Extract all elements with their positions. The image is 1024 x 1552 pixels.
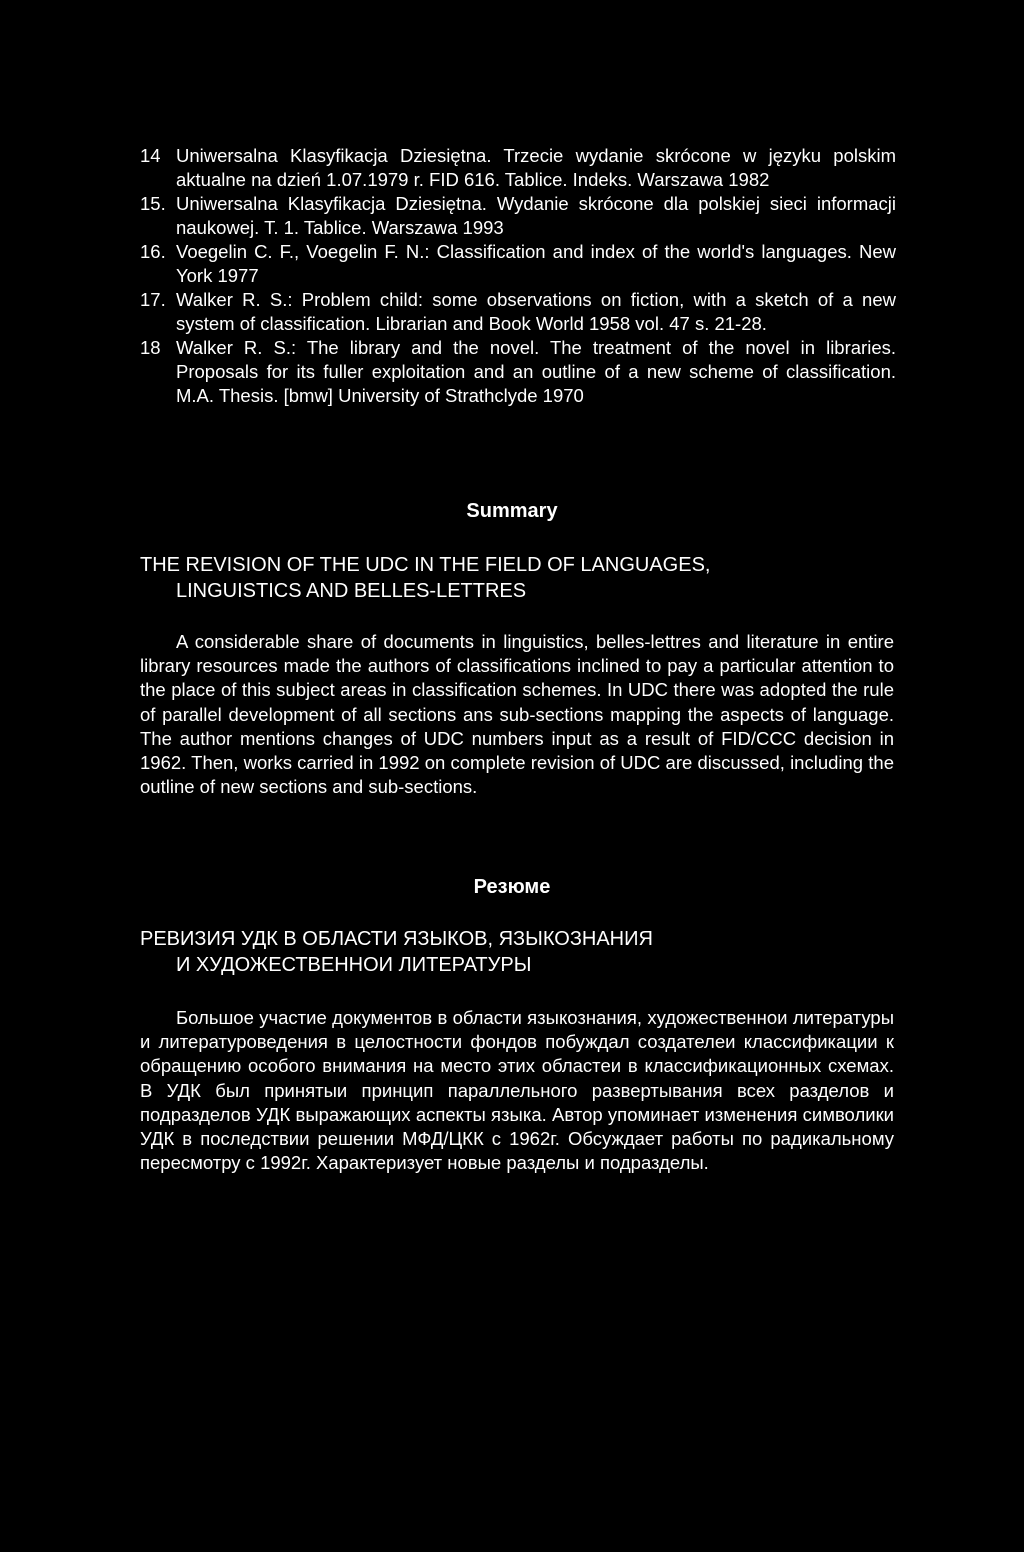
- reference-list: [140, 144, 896, 408]
- reference-item: [140, 144, 896, 192]
- reference-number: 14: [140, 145, 161, 166]
- reference-text: Walker R. S.: The library and the novel. The treatment of the novel in libraries. Proposals for its fuller exploitation and an outline of a new scheme of classification. M.A. Thesis. [bmw] University of Strathclyde 1970: [176, 337, 896, 406]
- reference-item: [140, 192, 896, 240]
- resume-title: [140, 926, 900, 978]
- reference-text: Walker R. S.: Problem child: some observations on fiction, with a sketch of a new system of classification. Librarian and Book World 1958 vol. 47 s. 21-28.: [176, 289, 896, 334]
- reference-item: [140, 288, 896, 336]
- reference-number: 18: [140, 337, 161, 358]
- resume-body-text: Большое участие документов в области языкознания, художественнои литературы и литературоведения в целостности фондов побуждал создателеи классификации к обращению особого внимания на место этих областеи в классификационных схемах. В УДК был принятыи принцип параллельного развертывания всех разделов и подразделов УДК выражающих аспекты языка. Автор упоминает изменения символики УДК в последствии решении МФД/ЦКК с 1962г. Обсуждает работы по радикальному пересмотру с 1992г. Характеризует новые разделы и подразделы.: [140, 1007, 894, 1174]
- summary-body-text: A considerable share of documents in linguistics, belles-lettres and literature in entire library resources made the authors of classifications inclined to pay a particular attention to the place of this subject areas in classification schemes. In UDC there was adopted the rule of parallel development of all sections ans sub-sections mapping the aspects of language. The author mentions changes of UDC numbers input as a result of FID/CCC decision in 1962. Then, works carried in 1992 on complete revision of UDC are discussed, including the outline of new sections and sub-sections.: [140, 631, 894, 798]
- reference-text: Uniwersalna Klasyfikacja Dziesiętna. Wydanie skrócone dla polskiej sieci informacji naukowej. T. 1. Tablice. Warszawa 1993: [176, 193, 896, 238]
- resume-heading: Резюме: [473, 876, 551, 898]
- summary-heading: Summary: [466, 500, 558, 522]
- reference-number: 15.: [140, 193, 166, 214]
- summary-title-line: LINGUISTICS AND BELLES-LETTRES: [176, 580, 527, 602]
- summary-body: [140, 630, 894, 799]
- reference-number: 17.: [140, 289, 166, 310]
- resume-title-line: РЕВИЗИЯ УДК В ОБЛАСТИ ЯЗЫКОВ, ЯЗЫКОЗНАНИЯ: [140, 928, 653, 950]
- resume-title-line: И ХУДОЖЕСТВЕННОИ ЛИТЕРАТУРЫ: [176, 954, 532, 976]
- summary-title: [140, 552, 900, 604]
- summary-title-line: THE REVISION OF THE UDC IN THE FIELD OF LANGUAGES,: [140, 554, 711, 576]
- reference-item: [140, 240, 896, 288]
- reference-item: [140, 336, 896, 408]
- reference-text: Voegelin C. F., Voegelin F. N.: Classification and index of the world's languages. New York 1977: [176, 241, 896, 286]
- resume-body: [140, 1006, 894, 1175]
- reference-number: 16.: [140, 241, 166, 262]
- reference-text: Uniwersalna Klasyfikacja Dziesiętna. Trzecie wydanie skrócone w języku polskim aktualne na dzień 1.07.1979 r. FID 616. Tablice. Indeks. Warszawa 1982: [176, 145, 896, 190]
